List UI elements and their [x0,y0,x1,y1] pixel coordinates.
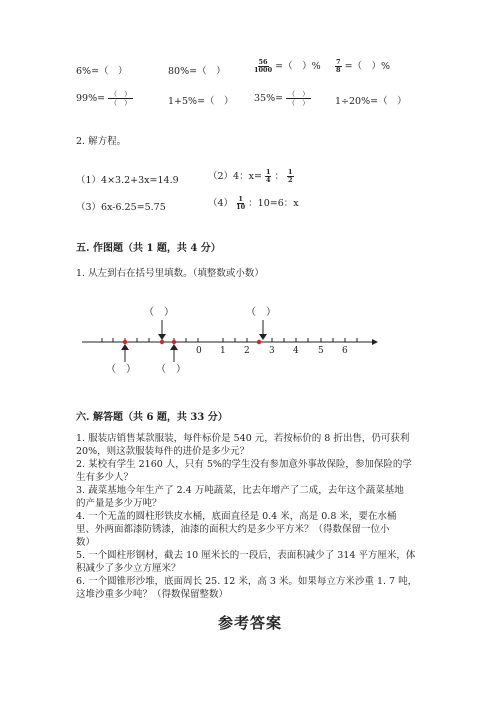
fraction-denominator: （ ） [110,99,132,107]
number-line-arrowhead [372,339,378,345]
question-line: 的产量是多少万吨？ [76,498,162,509]
calc-expression: =（ ）% [275,61,321,72]
red-point-2 [160,340,164,344]
fraction [287,169,294,184]
fraction-denominator: 1000 [254,66,273,74]
fraction-numerator: 1 [238,195,243,203]
tick-label-1: 1 [220,346,226,356]
answer-title: 参考答案 [217,614,282,632]
calc-item-99pct [76,90,133,107]
equation-text: ：10=6：x [248,198,299,209]
fraction-numerator: 7 [336,58,341,66]
tick-label-5: 5 [318,346,324,356]
paren-bottom-2: （ ） [156,364,186,375]
section-5-question: 1. 从左到右在括号里填数。（填整数或小数） [76,268,264,279]
calc-expression: 99%= [76,93,106,104]
fraction-numerator: （ ） [110,90,132,98]
question-line: 数） [76,537,96,548]
section-2-title: 2. 解方程。 [76,136,127,147]
arrowhead-up-1 [121,344,129,350]
calc-item-80pct: 80%=（ ） [168,66,226,77]
calc-item-35pct [254,90,311,107]
tick-label-3: 3 [269,346,275,356]
paren-bottom-1: （ ） [106,364,136,375]
equation-2 [208,168,294,184]
equation-3: （3）6x-6.25=5.75 [76,202,166,213]
calc-expression: =（ ）% [344,61,391,72]
question-line: 这堆沙重多少吨？（得数保留整数） [76,589,229,600]
calc-expression: 35%= [254,93,284,104]
fraction [236,196,245,211]
red-point-3 [172,340,176,344]
section-6-heading: 六. 解答题（共 6 题，共 33 分） [76,412,228,423]
fraction [265,169,272,184]
fraction-numerator: 1 [288,168,293,176]
question-line: 2. 某校有学生 2160 人，只有 5%的学生没有参加意外事故保险，参加保险的学 [76,459,412,470]
fraction-denominator: 2 [288,176,293,184]
fraction [335,59,342,74]
fraction-denominator: （ ） [288,99,310,107]
fraction [108,90,133,107]
fraction-numerator: 56 [258,58,268,66]
calc-item-1div20pct: 1÷20%=（ ） [335,96,407,107]
section-5-heading: 五. 作图题（共 1 题，共 4 分） [76,243,221,254]
question-line: 积减少了多少立方厘米？ [76,563,181,574]
question-line: 3. 蔬菜基地今年生产了 2.4 万吨蔬菜，比去年增产了二成，去年这个蔬菜基地 [76,485,404,496]
red-point-1 [123,340,127,344]
fraction [254,59,272,74]
question-line: 20%，则这款服装每件的进价是多少元？ [76,446,250,457]
section-6-questions [76,432,417,601]
equation-text: （2）4：x= [208,171,262,182]
question-line: 里、外两面都漆防锈漆，油漆的面积大约是多少平方米？（得数保留一位小 [76,524,390,535]
tick-label-2: 2 [244,346,250,356]
fraction-numerator: （ ） [288,90,310,98]
arrowhead-down-2 [259,334,267,340]
tick-label-0: 0 [196,346,202,356]
fraction-numerator: 1 [265,168,271,176]
paren-top-2: （ ） [246,307,276,318]
tick-label-4: 4 [293,346,299,356]
question-line: 生有多少人？ [76,472,134,483]
question-line: 1. 服装店销售某款服装，每件标价是 540 元，若按标价的 8 折出售，仍可获利 [76,433,410,444]
fraction-denominator: 8 [336,66,341,74]
fraction-denominator: 10 [236,203,246,211]
tick-label-6: 6 [342,346,348,356]
red-point-4 [257,340,261,344]
equation-1: （1）4×3.2+3x=14.9 [76,175,179,186]
fraction [286,90,311,107]
calc-item-frac-7 [335,58,390,74]
question-line: 5. 一个圆柱形钢材，截去 10 厘米长的一段后，表面积减少了 314 平方厘米，体 [76,550,416,561]
number-line-diagram [76,300,396,380]
question-line: 4. 一个无盖的圆柱形铁皮水桶，底面直径是 0.4 米，高是 0.8 米，要在水桶 [76,511,397,522]
question-line: 6. 一个圆锥形沙堆，底面周长 25. 12 米，高 3 米。如果每立方米沙重 1. 7 吨， [76,576,418,587]
calc-item-6pct: 6%=（ ） [76,66,128,77]
equation-text: （4） [208,198,234,209]
paren-top-1: （ ） [144,307,174,318]
fraction-denominator: 4 [265,176,271,184]
colon-symbol: ： [274,171,285,182]
arrowhead-up-2 [170,344,178,350]
equation-4 [208,195,299,211]
tick-marks [102,338,357,342]
calc-item-frac-56 [254,58,321,74]
calc-item-1plus5pct: 1+5%=（ ） [168,96,234,107]
